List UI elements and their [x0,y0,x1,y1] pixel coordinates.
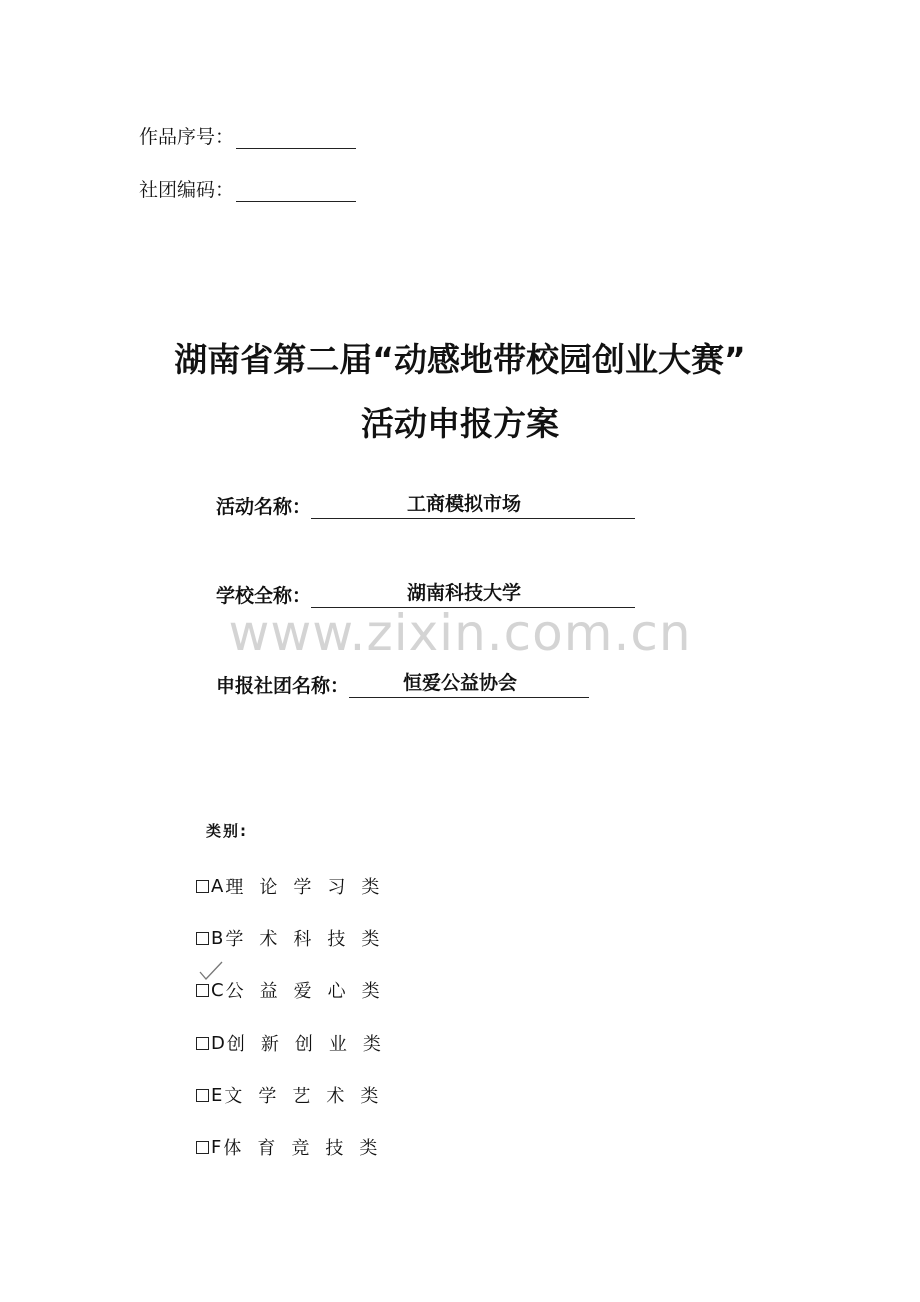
serial-number-field[interactable] [236,128,356,149]
option-letter: F [211,1136,222,1158]
option-letter: E [211,1084,223,1106]
document-title-line1: 湖南省第二届“动感地带校园创业大赛” [174,340,746,379]
watermark: www.zixin.com.cn [228,604,692,662]
club-name-label: 申报社团名称： [216,675,350,697]
category-option-b[interactable] [196,925,395,951]
option-text: 公益爱心类 [225,981,396,1002]
category-option-d[interactable] [196,1030,397,1056]
club-code-field[interactable] [236,181,356,202]
club-name-value: 恒爱公益协会 [349,671,589,698]
club-code-label: 社团编码： [139,179,235,201]
option-letter: B [211,927,224,949]
activity-name-row [216,492,635,519]
activity-name-label: 活动名称： [216,496,312,518]
checkbox-b[interactable] [196,932,209,945]
option-letter: C [211,979,224,1001]
category-label: 类别: [206,822,248,840]
category-option-c[interactable] [196,977,396,1003]
checkbox-d[interactable] [196,1037,209,1050]
option-text: 文学艺术类 [224,1086,395,1107]
option-text: 创新创业类 [226,1034,397,1055]
checkmark-icon [198,960,224,982]
option-text: 体育竞技类 [223,1138,394,1159]
document-title-line2: 活动申报方案 [361,404,559,443]
option-letter: D [211,1032,225,1054]
club-code-row [139,175,356,202]
option-text: 理论学习类 [225,877,396,898]
category-option-a[interactable] [196,873,395,899]
category-option-f[interactable] [196,1134,393,1160]
option-text: 学术科技类 [225,929,396,950]
school-name-value: 湖南科技大学 [311,581,635,608]
checkbox-f[interactable] [196,1141,209,1154]
option-letter: A [211,875,224,897]
serial-number-row [139,122,356,149]
serial-number-label: 作品序号： [139,126,235,148]
checkbox-c[interactable] [196,984,209,997]
checkbox-a[interactable] [196,880,209,893]
club-name-row [216,671,589,698]
category-option-e[interactable] [196,1082,394,1108]
checkbox-e[interactable] [196,1089,209,1102]
activity-name-value: 工商模拟市场 [311,492,635,519]
school-name-label: 学校全称： [216,585,312,607]
